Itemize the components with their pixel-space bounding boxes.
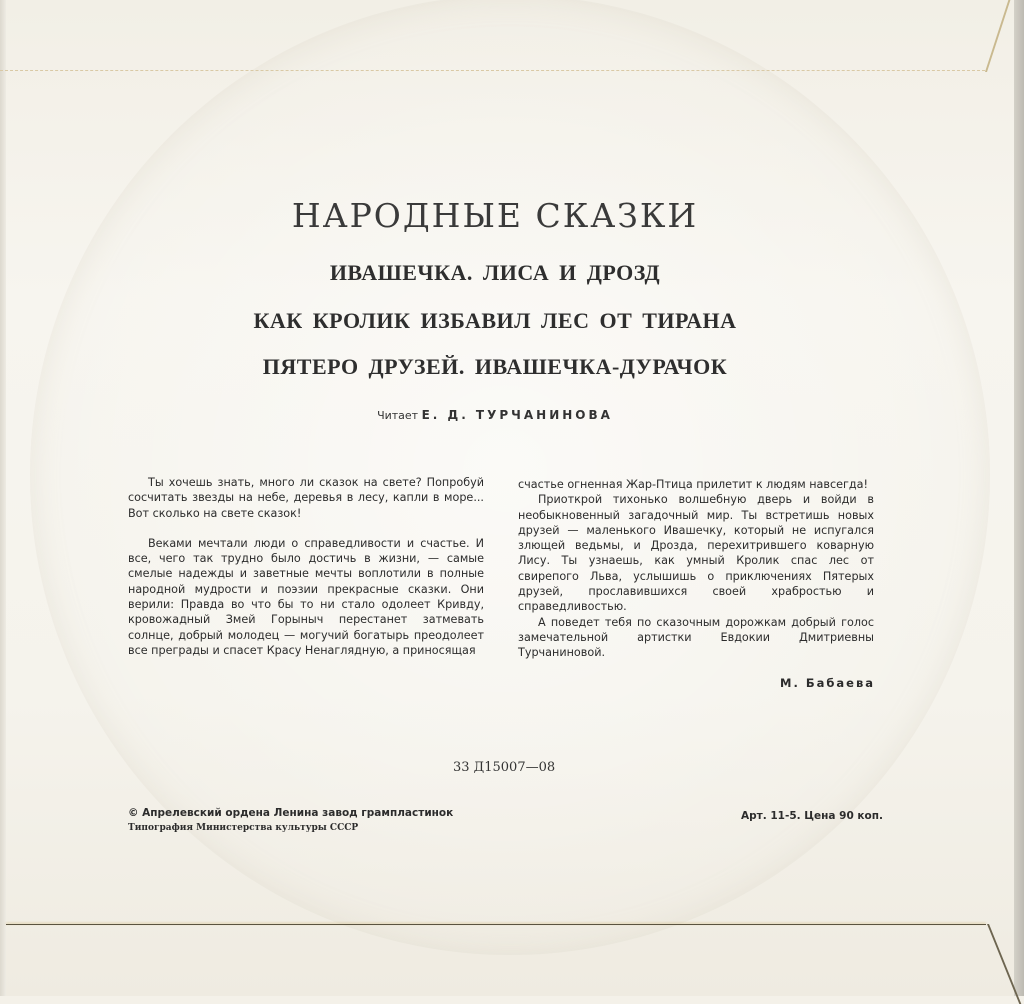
- printer-credit: Типография Министерства культуры СССР: [128, 823, 359, 833]
- top-flap-corner: [985, 0, 1010, 72]
- catalog-number: 33 Д15007—08: [453, 760, 556, 775]
- annotation-paragraph: Приоткрой тихонько волшебную дверь и войди в необыкновенный загадочный мир. Ты встретишь новых друзей — маленького Ивашечку, который не испугался злющей ведьмы, и Дрозда, перехитрившего коварную Лису. Ты узнаешь, как умный Кролик спас лес от свирепого Льва, услышишь о приключениях Пятерых друзей, прославившихся своей храбростью и справедливостью.: [518, 493, 874, 614]
- author-signature: М. Бабаева: [780, 676, 875, 690]
- track-title-3: ПЯТЕРО ДРУЗЕЙ. ИВАШЕЧКА-ДУРАЧОК: [262, 354, 728, 379]
- reader-label: Читает: [377, 409, 419, 422]
- album-title: НАРОДНЫЕ СКАЗКИ: [291, 196, 699, 235]
- annotation-paragraph: Веками мечтали люди о справедливости и счастье. И все, чего так трудно было достичь в жизни, — самые смелые надежды и заветные мечты воплотили в полные народной мудрости и поэзии прекрасные сказки. Они верили: Правда во что бы то ни стало одолеет Кривду, кровожадный Змей Горыныч перестанет затмевать солнце, добрый молодец — могучий богатырь преодолеет все преграды и спасет Красу Ненаглядную, а приносящая: [128, 536, 484, 657]
- price-info: Арт. 11-5. Цена 90 коп.: [741, 810, 884, 822]
- footer-credits: [128, 807, 453, 833]
- annotation-column-left: [128, 475, 484, 658]
- annotation-paragraph: А поведет тебя по сказочным дорожкам добрый голос замечательной артистки Евдокии Дмитриевны Турчаниновой.: [518, 615, 874, 660]
- top-flap-fold: [0, 70, 985, 72]
- annotation-paragraph: счастье огненная Жар-Птица прилетит к людям навсегда!: [518, 478, 868, 491]
- reader-credit: [0, 408, 990, 422]
- bottom-flap-fold: [6, 924, 986, 925]
- reader-name: Е. Д. ТУРЧАНИНОВА: [421, 408, 613, 422]
- track-title-1: ИВАШЕЧКА. ЛИСА И ДРОЗД: [329, 260, 661, 285]
- track-title-2: КАК КРОЛИК ИЗБАВИЛ ЛЕС ОТ ТИРАНА: [253, 308, 737, 333]
- publisher-credit: © Апрелевский ордена Ленина завод грампластинок: [128, 807, 454, 819]
- annotation-column-right: [518, 477, 874, 661]
- sleeve-left-edge: [0, 0, 6, 996]
- sleeve-right-edge: [1014, 0, 1024, 996]
- annotation-paragraph: Ты хочешь знать, много ли сказок на свете? Попробуй сосчитать звезды на небе, деревья в лесу, капли в море... Вот сколько на свете сказок!: [128, 476, 484, 520]
